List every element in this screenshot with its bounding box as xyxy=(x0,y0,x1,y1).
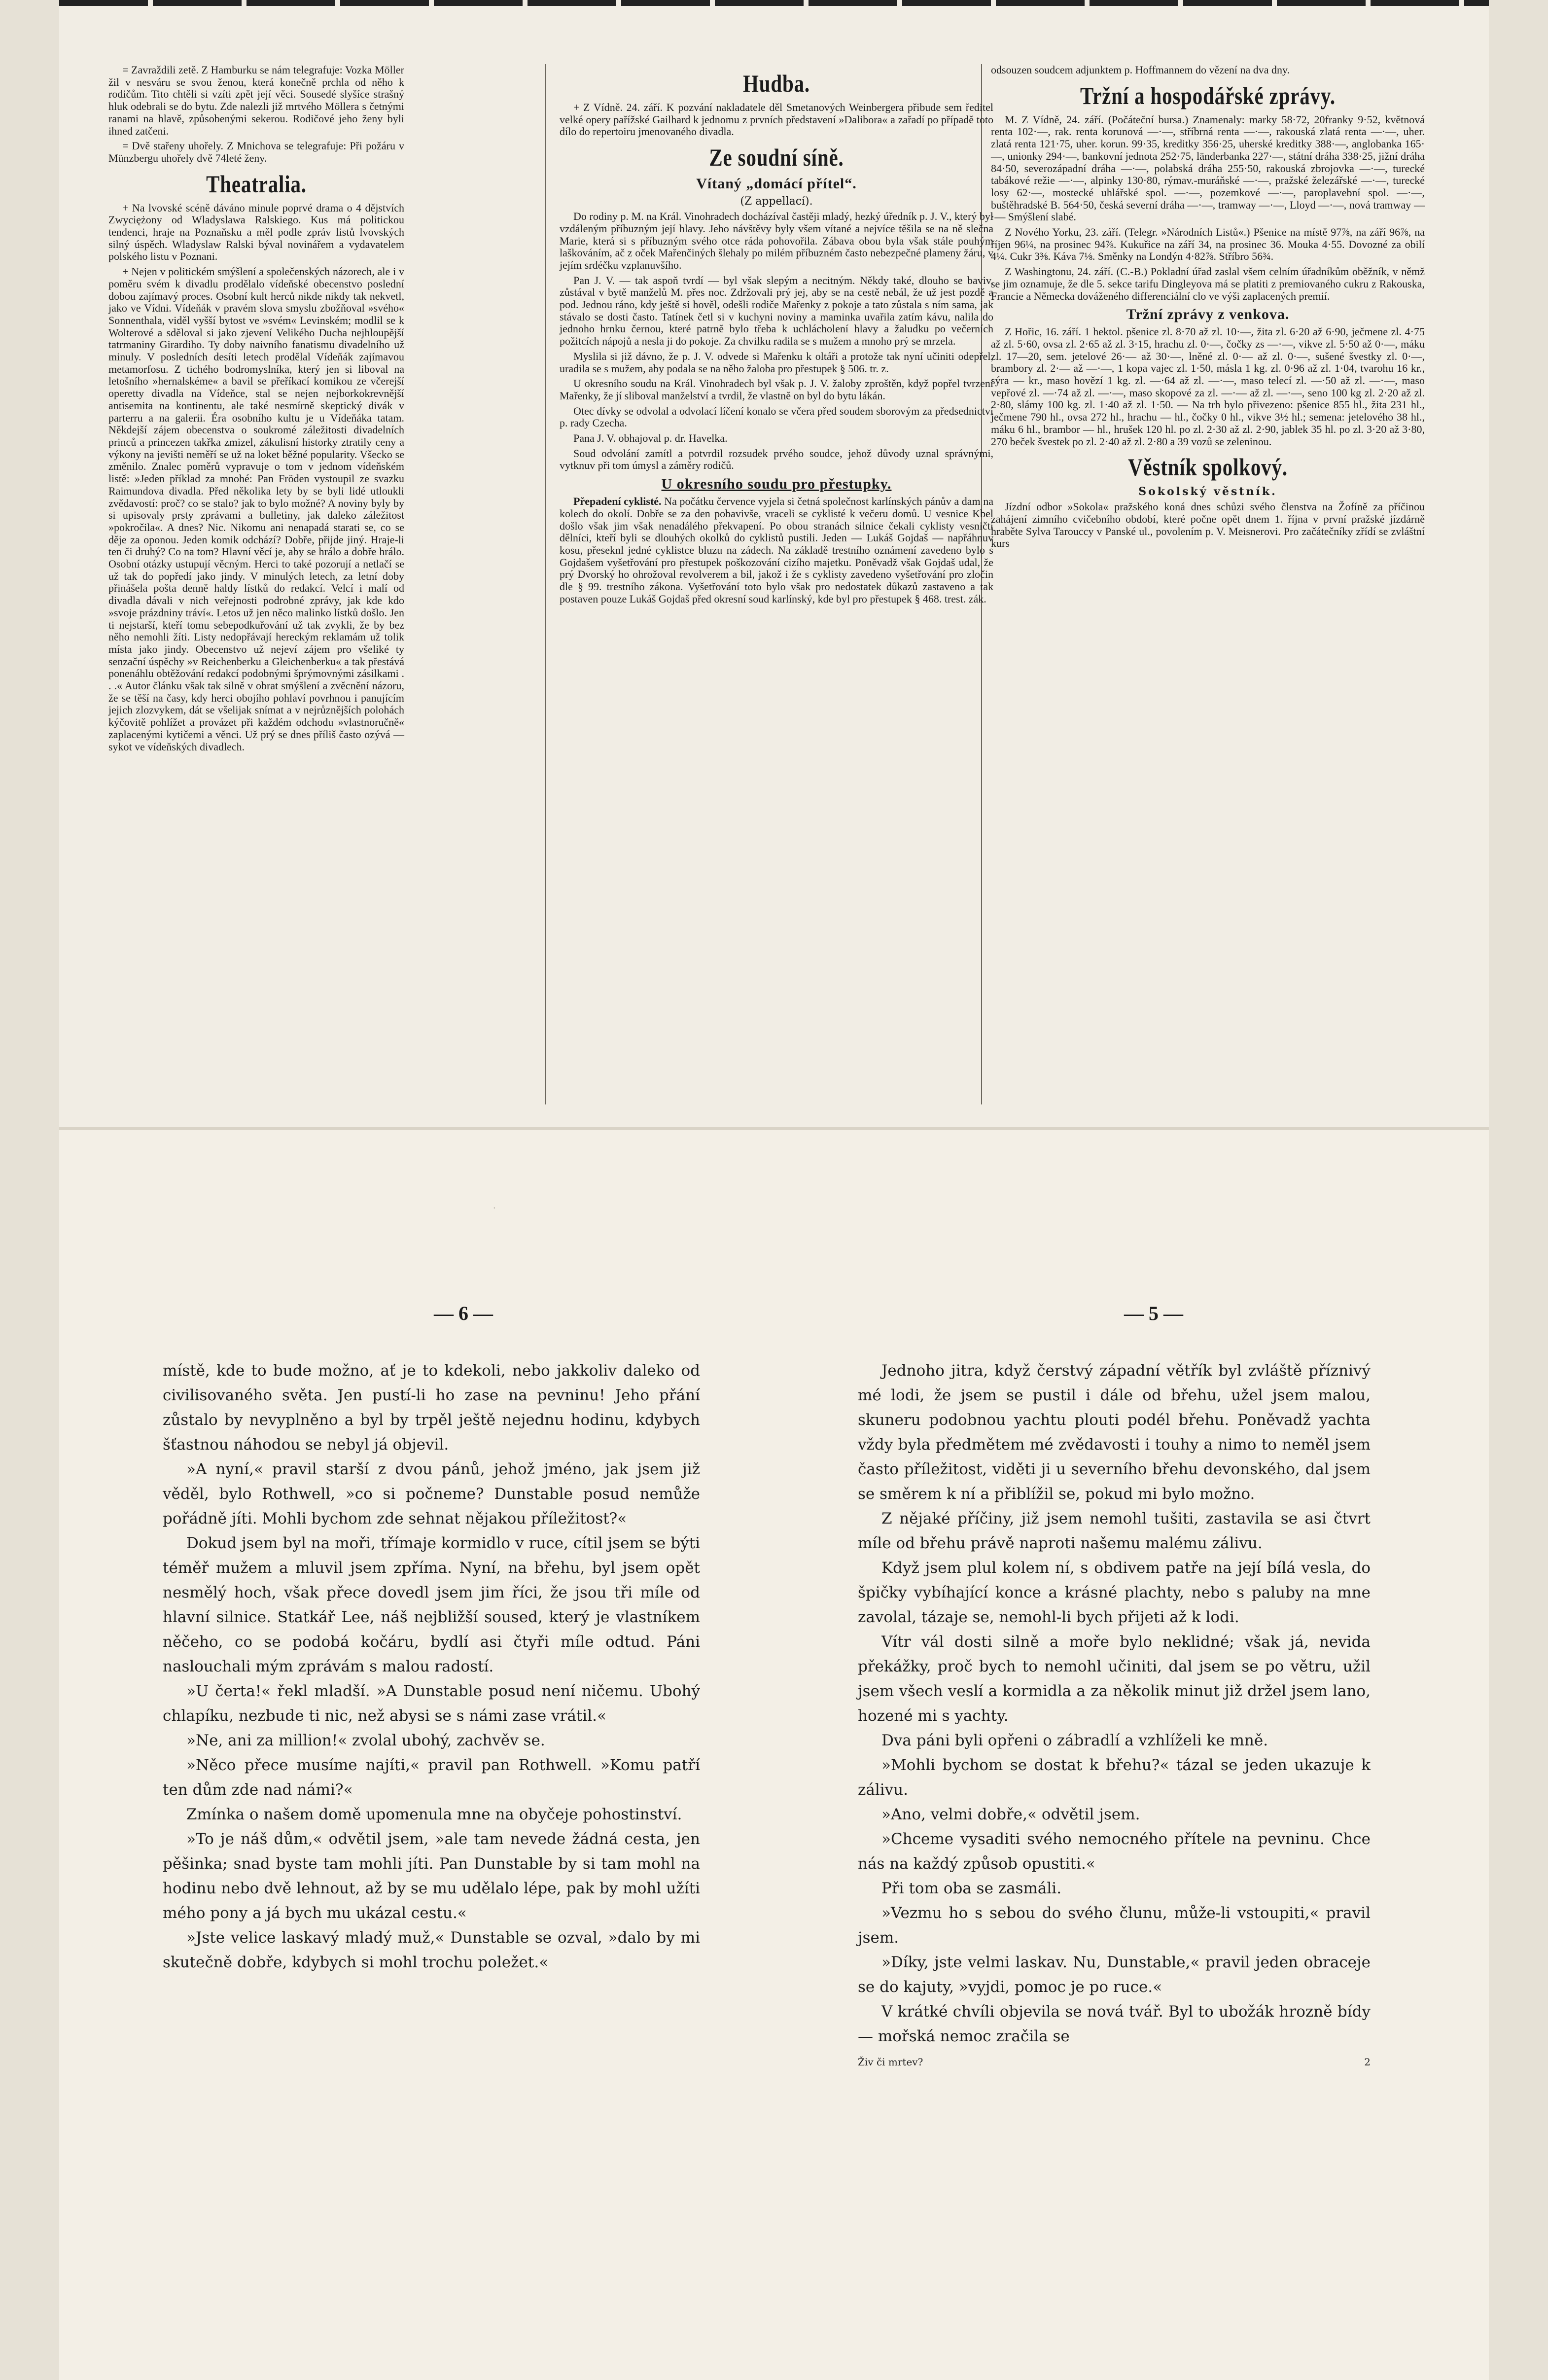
book-paragraph: »U čerta!« řekl mladší. »A Dunstable posud není ničemu. Ubohý chlapíku, nezbude ti nic, než abysi se s námi zase vrátil.« xyxy=(163,1682,700,1725)
scan-edge-left xyxy=(0,0,59,2380)
country-market-report: Z Hořic, 16. září. 1 hektol. pšenice zl. 8·70 až zl. 10·—, žita zl. 6·20 až 6·90, ječmene zl. 4·75 až zl. 5·60, ovsa zl. 2·65 až zl. 3·15, hrachu zl. 0·—, čočky zs —·—, vikve zl. 5·50 až 0·—, máku zl. 17—20, sem. jetelové 26·— až 30·—, lněné zl. 0·— až zl. 0·—, sušené švestky zl. 0·—, brambory zl. 2·— až —·—, 1 kopa vajec zl. 1·50, másla 1 kg. zl. 0·96 až zl. 1·04, tvarohu 16 kr., sýra — kr., maso hovězí 1 kg. zl. —·64 až zl. —·—, maso telecí zl. —·50 až zl. —·—, maso vepřové zl. —·74 až zl. —·—, maso skopové za zl. —·— až zl. —·—, seno 100 kg zl. 2·20 až zl. 2·80, slámy 100 kg. zl. 1·40 až zl. 1·50. — Na trh bylo přivezeno: pšenice 855 hl., žita 231 hl., ječmene 790 hl., ovsa 272 hl., hrachu — hl., čočky 0 hl., vikve 3½ hl.; semena: jetelového 38 hl., máku 6 hl., brambor — hl., hrušek 120 hl. po zl. 2·30 až zl. 2·90, jablek 35 hl. po zl. 3·20 až 3·80, 270 beček švestek po zl. 2·40 až zl. 2·80 a 39 vozů se zeleninou. xyxy=(991,325,1425,448)
music-item: + Z Vídně. 24. září. K pozvání nakladatele děl Smetanových Weinbergera přibude sem ředitel velké opery pařížské Gailhard k jednomu z prvních představení »Dalibora« a zařadí po případě toto dílo do repertoiru jmenovaného divadla. xyxy=(560,101,993,138)
court-paragraph: Myslila si již dávno, že p. J. V. odvede si Mařenku k oltáři a protože tak nyní učiniti odepřel, uradila se s mužem, aby podala se na něho žaloba pro přestupek § 506. tr. z. xyxy=(560,350,993,375)
court-subtitle: (Z appellací). xyxy=(740,195,813,208)
book-paragraph: »Ano, velmi dobře,« odvětil jsem. xyxy=(881,1806,1140,1823)
book-paragraph: Dokud jsem byl na moři, třímaje kormidlo v ruce, cítil jsem se býti téměř mužem a mluvil jsem zpříma. Nyní, na břehu, byl jsem opět nesmělý hoch, však přece dovedl jsem jim říci, že jsou tři míle od hlavní silnice. Statkář Lee, náš nejbližší soused, který je vlastníkem něčeho, co se podobá kočáru, bydlí asi čtyři míle odtud. Páni naslouchali mým zprávám s malou radostí. xyxy=(163,1534,700,1675)
book-paragraph: Když jsem plul kolem ní, s obdivem patře na její bílá vesla, do špičky vybíhající konce a krásné plachty, nebo s paluby na mne zavolal, tázaje se, nemohl-li bych přijeti až k lodi. xyxy=(858,1559,1371,1626)
book-paragraph: Při tom oba se zasmáli. xyxy=(881,1880,1062,1897)
book-paragraph: místě, kde to bude možno, ať je to kdekoli, nebo jakkoliv daleko od civilisovaného světa. Jen pustí-li ho zase na pevninu! Jeho přání zůstalo by nevyplněno a byl by trpěl ještě nejednu hodinu, kdybych šťastnou náhodou se nebyl já objevil. xyxy=(163,1362,700,1454)
court-headline: Vítaný „domácí přítel“. xyxy=(696,176,857,192)
book-paragraph: »Chceme vysaditi svého nemocného přítele na pevninu. Chce nás na každý způsob opustiti.« xyxy=(858,1830,1371,1873)
book-paragraph: »Mohli bychom se dostat k břehu?« tázal se jeden ukazuje k zálivu. xyxy=(858,1756,1371,1799)
section-title-associations: Věstník spolkový. xyxy=(1128,453,1288,481)
page-number-left: — 6 — xyxy=(434,1302,493,1324)
column-1 xyxy=(108,64,404,756)
section-title-theatralia: Theatralia. xyxy=(206,170,307,198)
footer-signature: Živ či mrtev? xyxy=(858,2056,923,2068)
book-paragraph: Vítr vál dosti silně a moře bylo neklidné; však já, nevida překážky, proč bych to nemohl učiniti, dal jsem se po větru, užil jsem všech veslí a kormidla a za několik minut již držel jsem lano, hozené mi s yachty. xyxy=(858,1633,1371,1725)
book-paragraph: »Jste velice laskavý mladý muž,« Dunstable se ozval, »dalo by mi skutečně dobře, kdybych si mohl trochu poležet.« xyxy=(163,1929,700,1971)
court-paragraph: Do rodiny p. M. na Král. Vinohradech docházíval častěji mladý, hezký úředník p. J. V., který byl vzdáleným příbuzným její hlavy. Jeho návštěvy byly všem vítané a nejvíce těšila se na ně slečna Marie, která si s příbuzným svého otce ráda pohovořila. Zábava obou byla však stále pouhým laškováním, ač z oček Mařenčiných šlehaly po milém příbuzném často nebezpečné plameny žáru, v jejím srdéčku vzplanuvšího. xyxy=(560,210,993,271)
court-paragraph: Pan J. V. — tak aspoň tvrdí — byl však slepým a necitným. Někdy také, dlouho se baviv, zůstával v bytě manželů M. přes noc. Zdržovali prý jej, aby se na cestě nebál, že už jest pozdě a pod. Jednou ráno, kdy ještě si hověl, odešli rodiče Mařenky z pokoje a tato zůstala s ním sama, jak stávalo se dosti často. Tatínek četl si v kuchyni noviny a maminka uvařila zatím kávu, nalila do jednoho hrnku černou, které patrně bylo třeba k uchlácholení hlavy a žaludku po večerních požitcích nápojů a nesla ji do pokoje. Za chvilku radila se s mužem a mnoho prý se mrzela. xyxy=(560,274,993,348)
book-paragraph: »Ne, ani za million!« zvolal ubohý, zachvěv se. xyxy=(186,1732,545,1749)
book-paragraph: Jednoho jitra, když čerstvý západní větřík byl zvláště příznivý mé lodi, že jsem se pustil i dále od břehu, užel jsem malou, skuneru podobnou yachtu plouti podél břehu. Poněvadž yachta vždy byla předmětem mé zvědavosti i touhy a nimo to neměl jsem často příležitost, viděti ji u severního břehu devonského, dal jsem se směrem k ní a přiblížil se, pokud mi bylo možno. xyxy=(858,1362,1371,1503)
book-paragraph: V krátké chvíli objevila se nová tvář. Byl to ubožák hrozně bídy — mořská nemoc zračila se xyxy=(858,2003,1371,2045)
theatre-item: + Nejen v politickém smýšlení a společenských názorech, ale i v poměru svém k divadlu prodělalo vídeňské obecenstvo poslední dobou zajímavý proces. Osobní kult herců nikde nikdy tak nekvetl, jako ve Vídni. Vídeňák v pravém slova smyslu zbožňoval »svého« Sonnenthala, viděl vyšší bytost ve »svém« Levinském; modlil se k Wolterové a sděloval si jako zjevení Velikého Ducha nejhloupější tatrmaniny Girardiho. Ty doby naivního fanatismu divadelního už minuly. V posledních desíti letech prodělal Vídeňák zajímavou metamorfosu. Z tichého bodromyslníka, který jen si liboval na letošního »hernalskéme« a bavil se přeříkací komikou ze včerejší operetty divadla na Vídeňce, stal se nejen nejborkokrevnější antisemita na kontinentu, ale také nesmírně skeptický divák v parterru a na galerii. Éra osobního kultu je u Vídeňáka tatam. Někdejší zájem obecenstva o soukromé záležitosti divadelních princů a princezen takřka zmizel, zákulisní historky ztratily ceny a výkony na jevišti neměří se už na loket běžné popularity. Všecko se změnilo. Znalec poměrů vypravuje o tom v jednom vídeňském listě: »Jeden příklad za mnohé: Pan Fröden vystoupil ze svazku Raimundova divadla. Před několika lety by se byli lidé utloukli zvědavostí: proč? co se stalo? jak to bylo možné? A noviny byly by si upisovaly prsty zprávami a bulletiny, jak daleko záležitost »pokročila«. A dnes? Nic. Nikomu ani nenapadá starati se, co se děje za oponou. Jeden komik odchází? Dobře, přijde jiný. Hraje-li ten či druhý? Co na tom? Hlavní věcí je, aby se hrálo a dobře hrálo. Osobní otázky ustupují věcným. Herci to také pozorují a netlačí se už tak do popředí jako jindy. V minulých letech, za letní doby přinášela pošta denně haldy lístků do redakcí. Velcí i malí od divadla dávali v nich veřejnosti podrobné zprávy, jak kde kdo »svoje prázdniny tráví«. Letos už jen něco malinko lístků došlo. Jen ti nejstarší, kteří tomu sebepodkuřování už tak zvykli, že by bez něho nemohli žíti. Listy nedopřávají hereckým reklamám už tolik místa jako jindy. Obecenstvo už nejeví zájem pro všeliké ty senzační úspěchy »v Reichenberku a Gleichenberku« a tak přestává ponenáhlu obtěžování redakcí podobnými šprýmovnými zásilkami . . .« Autor článku však tak silně v obrat smýšlení a zvěcnění názoru, že se těší na časy, kdy herci obojího pohlaví povrhnou i panujícím jejich zlozvykem, dát se všelijak snímat a v nejrůznějších polohách kýčovitě pohlížet a provázet při každém odchodu »vlastnoručně« zaplacenými kytičemi a věnci. Už prý se dnes příliš často ozývá — sykot ve vídeňských divadlech. xyxy=(108,265,404,753)
court-paragraph: U okresního soudu na Král. Vinohradech byl však p. J. V. žaloby zproštěn, když popřel tvrzení Mařenky, že jí sliboval manželství a tvrdil, že vlastně on byl do bytu lákán. xyxy=(560,377,993,402)
top-border-strip xyxy=(59,0,1489,6)
book-page-right xyxy=(858,1358,1371,2074)
offence-item xyxy=(560,496,993,605)
book-paragraph: »Něco přece musíme najíti,« pravil pan Rothwell. »Komu patří ten dům zde nad námi?« xyxy=(163,1756,700,1799)
section-title-court: Ze soudní síně. xyxy=(709,143,844,172)
news-item: = Zavraždili zetě. Z Hamburku se nám telegrafuje: Vozka Möller žil v nesváru se svou ženou, která konečně prchla od něho k rodičům. Tito chtěli si vzíti zpět její věci. Sousedé slyšíce strašný hluk odebrali se do bytu. Zde nalezli již mrtvého Möllera s četnými ranami na hlavě, způsobenými sekerou. Rodičové jeho ženy byli ihned zatčeni. xyxy=(108,64,404,137)
column-rule xyxy=(545,64,546,1104)
court-paragraph: Pana J. V. obhajoval p. dr. Havelka. xyxy=(573,432,728,445)
court-paragraph: Soud odvolání zamítl a potvrdil rozsudek prvého soudce, jehož důvody uznal správnými, vytknuv při tom úmysl a záměry rodičů. xyxy=(560,447,993,472)
section-title-hudba: Hudba. xyxy=(743,70,810,97)
market-report-vienna: M. Z Vídně, 24. září. (Počáteční bursa.) Znamenaly: marky 58·72, 20franky 9·52, květnová renta 102·—, rak. renta korunová —·—, stříbrná renta —·—, rakouská zlatá renta —·—, uher. zlatá renta 121·75, uher. korun. 99·35, kreditky 356·25, uherské kreditky 388·—, anglobanka 165·—, unionky 294·—, bankovní jednota 252·75, länderbanka 227·—, státní dráha 338·25, jižní dráha 84·50, severozápadní dráha —·—, polabská dráha 255·50, rakouská zbrojovka —·—, turecké tabákové režie —·—, alpinky 130·80, rýmav.-muráňské —·—, pražské železářské —·—, turecké losy 62·—, mostecké uhlářské spol. —·—, pozemkové —·—, paroplavební spol. —·—, buštěhradské B. 564·50, česká severní dráha —·—, tramway —·—, Lloyd —·—, nová tramway —·— Smýšlení slabé. xyxy=(991,113,1425,223)
book-paragraph: Dva páni byli opřeni o zábradlí a vzhlíželi ke mně. xyxy=(881,1732,1268,1749)
country-market-title: Tržní zprávy z venkova. xyxy=(1126,306,1290,323)
scan-edge-right xyxy=(1489,0,1548,2380)
offence-court-title: U okresního soudu pro přestupky. xyxy=(661,476,892,493)
court-paragraph: Otec dívky se odvolal a odvolací líčení konalo se včera před soudem sborovým za předsednictví p. rady Czecha. xyxy=(560,404,993,429)
book-paragraph: Zmínka o našem domě upomenula mne na obyčeje pohostinství. xyxy=(186,1806,682,1823)
column-3 xyxy=(991,64,1425,553)
page-number-right: — 5 — xyxy=(1124,1302,1183,1324)
section-title-market: Tržní a hospodářské zprávy. xyxy=(1080,81,1336,109)
page-footer xyxy=(858,2050,1371,2074)
offence-text: Na počátku července vyjela si četná společnost karlínských pánův a dam na kolech do okolí. Dobře se za den pobavivše, vraceli se cyklisté k večeru domů. U vesnice Kbel došlo však jim však nenadálého překvapení. Po obou stranách silnice čekali cyklisty vesničtí dělníci, kteří byli se dlouhých okolků do cyklistů pustili. Jeden — Lukáš Gojdaš — napřáhnuv kosu, přeseknl jedné cyklistce bluzu na zádech. Na základě trestního oznámení zavedeno bylo s Gojdašem vyšetřování pro přestupek poškozování cizího majetku. Poněvadž však Gojdaš udal, že prý Dvorský ho ohrožoval revolverem a bil, jakož i že s cyklisty zavedeno vyšetřování pro zločin dle § 99. trestního zákona. Vyšetřování toto bylo však pro nedostatek důkazů zastaveno a tak postaven pouze Lukáš Gojdaš před okresní soud karlínský, kde byl pro přestupek § 468. trest. zák. xyxy=(560,495,994,605)
book-paragraph: »To je náš dům,« odvětil jsem, »ale tam nevede žádná cesta, jen pěšinka; snad byste tam mohli jíti. Pan Dunstable by si tam mohl na hodinu nebo dvě lehnout, až by se mu udělalo lépe, pak by mohl užíti mého pony a já bych mu ukázal cestu.« xyxy=(163,1830,700,1922)
book-page-left xyxy=(163,1358,700,1975)
ink-smudge: · xyxy=(493,1203,496,1213)
continued-text: odsouzen soudcem adjunktem p. Hoffmannem do vězení na dva dny. xyxy=(991,64,1290,76)
book-paragraph: »Díky, jste velmi laskav. Nu, Dunstable,« pravil jeden obraceje se do kajuty, »vyjdi, pomoc je po ruce.« xyxy=(858,1954,1371,1996)
offence-headline: Přepadení cyklisté. xyxy=(573,495,662,508)
footer-sheet-number: 2 xyxy=(1364,2056,1371,2068)
sokol-item: Jízdní odbor »Sokola« pražského koná dnes schůzi svého členstva na Žofíně za příčinou zahájení zimního cvičebního období, které počne opět dnem 1. října v první pražské jízdárně hraběte Sylva Tarouccy v Panské ul., povolením p. V. Meisnerovi. Pro začátečníky zřídí se zvláštní kurs xyxy=(991,500,1425,550)
market-report-newyork: Z Nového Yorku, 23. září. (Telegr. »Národních Listů«.) Pšenice na místě 97⅞, na září 96⅞, na říjen 96¼, na prosinec 94⅞. Kukuřice na září 34, na prosinec 36. Mouka 4·55. Dovozné za obilí 4¼. Cukr 3⅜. Káva 7⅛. Směnky na Londýn 4·82⅞. Stříbro 56¾. xyxy=(991,226,1425,263)
book-paragraph: Z nějaké příčiny, již jsem nemohl tušiti, zastavila se asi čtvrt míle od břehu právě naproti našemu malému zálivu. xyxy=(858,1510,1371,1552)
theatre-item: + Na lvovské scéně dáváno minule poprvé drama o 4 dějstvích Zwyciężony od Wladyslawa Ralskiego. Kus má politickou tendenci, hraje na Poznaňsku a měl podle zpráv listů lvovských silný úspěch. Wladyslaw Ralski býval novinářem a vydavatelem polského listu v Poznani. xyxy=(108,201,404,263)
page-divider xyxy=(59,1127,1489,1130)
book-paragraph: »A nyní,« pravil starší z dvou pánů, jehož jméno, jak jsem již věděl, bylo Rothwell, »co si počneme? Dunstable posud nemůže pořádně jíti. Mohli bychom zde sehnat nějakou příležitost?« xyxy=(163,1460,700,1527)
sokol-title: Sokolský věstník. xyxy=(1138,485,1277,498)
news-item: = Dvě stařeny uhořely. Z Mnichova se telegrafuje: Při požáru v Münzbergu uhořely dvě 74leté ženy. xyxy=(108,140,404,164)
market-report-washington: Z Washingtonu, 24. září. (C.-B.) Pokladní úřad zaslal všem celním úřadníkům oběžník, v němž se jim oznamuje, že dle 5. sekce tarifu Dingleyova má se platiti z premiovaného cukru z Rakouska, Francie a Německa dováženého differenciální clo ve výši zaplacených premií. xyxy=(991,265,1425,302)
book-paragraph: »Vezmu ho s sebou do svého člunu, může-li vstoupiti,« pravil jsem. xyxy=(858,1904,1371,1947)
column-2 xyxy=(560,64,993,608)
